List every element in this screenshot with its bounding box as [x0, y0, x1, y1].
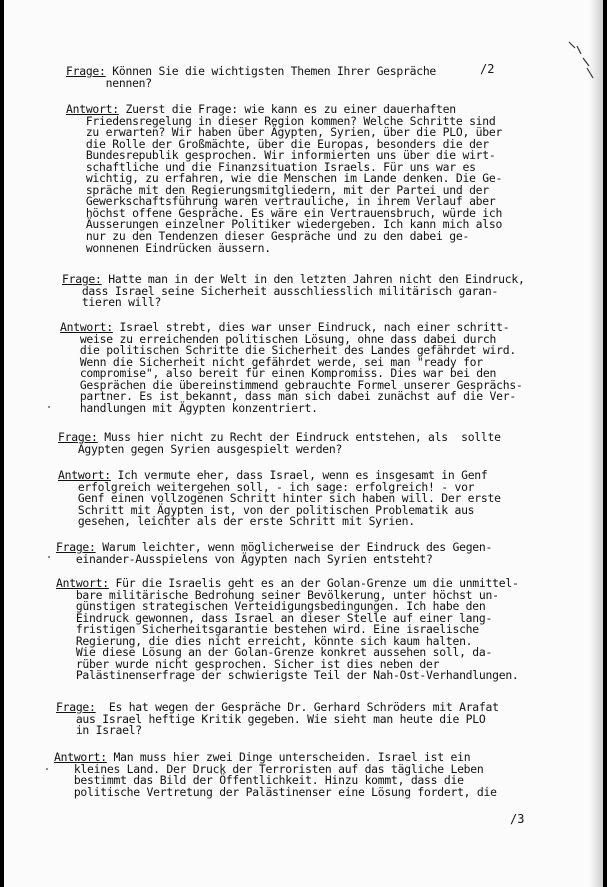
answer-paragraph [54, 752, 497, 798]
text-line: Ägypten gegen Syrien ausgespielt werden? [58, 441, 343, 456]
question-paragraph [56, 702, 499, 737]
page-edge-shadow [589, 0, 603, 887]
text-line: Friedensregelung in dieser Region kommen? Welche Schritte sind [66, 113, 496, 128]
text-line: schaftliche und die Finanzsituation Israels. Für uns war es [66, 159, 476, 174]
text-line: aus Israel heftige Kritik gegeben. Wie sieht man heute die PLO [56, 711, 486, 726]
text-line: Schritt mit Ägypten ist, von der politischen Problematik aus [58, 502, 475, 517]
document-page [4, 0, 603, 887]
speaker-label: Antwort: [66, 102, 119, 116]
speaker-label: Frage: [56, 700, 96, 714]
speaker-label: Antwort: [58, 468, 111, 482]
text-line: Wenn die Sicherheit nicht gefährdet werde, sei man "ready for [60, 354, 483, 369]
text-line: Wie diese Lösung an der Golan-Grenze konkret aussehen soll, da- [56, 645, 493, 660]
text-line: Regierung, die dies nicht erreicht, könnte sich kaum halten. [56, 633, 473, 648]
answer-paragraph [60, 322, 523, 414]
speaker-label: Antwort: [60, 320, 113, 334]
text-line: Ich vermute eher, dass Israel, wenn es insgesamt in Genf [110, 468, 488, 482]
text-line: wonnenen Eindrücken äussern. [66, 240, 271, 255]
text-line: kleines Land. Der Druck der Terroristen auf das tägliche Leben [54, 761, 484, 776]
text-line: handlungen mit Ägypten konzentriert. [60, 400, 318, 415]
text-line: höchst offene Gespräche. Es wäre ein Vertrauensbruch, würde ich [66, 205, 503, 220]
text-line: weise zu erreichenden politischen Lösung, ohne dass dabei durch [60, 331, 497, 346]
text-line: zu erwarten? Wir haben über Ägypten, Syrien, über die PLO, über [66, 125, 503, 140]
text-line: rüber wurde nicht gesprochen. Sicher ist dies neben der [56, 656, 440, 671]
text-line: bare militärische Bedrohung seiner Bevölkerung, unter höchst un- [56, 587, 499, 602]
text-line: Zuerst die Frage: wie kann es zu einer dauerhaften [118, 102, 456, 116]
text-line: fristigen Sicherheitsgarantie bestehen wird. Eine israelische [56, 622, 479, 637]
text-line: Palästinenserfrage der schwierigste Teil der Nah-Ost-Verhandlungen. [56, 668, 519, 683]
answer-paragraph [66, 104, 502, 254]
text-line: spräche mit den Regierungsmitgliedern, mit der Partei und der [66, 182, 489, 197]
page-number-top: /2 [480, 62, 495, 76]
text-line: Gesprächen die übereinstimmend gebrauchte Formel unserer Gesprächs- [60, 377, 523, 392]
text-line: dass Israel seine Sicherheit ausschliesslich militärisch garan- [62, 283, 499, 298]
text-line: die Rolle der Großmächte, über die Europas, besonders die der [66, 136, 489, 151]
question-paragraph [56, 542, 492, 565]
question-paragraph [58, 432, 501, 455]
corner-scan-mark [567, 40, 595, 80]
scan-speck [48, 406, 50, 408]
scan-speck [46, 768, 48, 770]
text-line: tieren will? [62, 295, 162, 310]
text-line: politische Vertretung der Palästinenser eine Lösung fordert, die [54, 784, 497, 799]
speaker-label: Frage: [58, 430, 98, 444]
text-line: compromise", also bereit für einen Kompromiss. Dies war bei den [60, 366, 497, 381]
text-line: Warum leichter, wenn möglicherweise der Eindruck des Gegen- [95, 540, 493, 554]
text-line: erfolgreich weitergehen soll, - ich sage: erfolgreich! - vor [58, 479, 475, 494]
question-paragraph [62, 274, 525, 309]
text-line: wichtig, zu erfahren, wie die Menschen im Lande denken. Die Ge- [66, 171, 503, 186]
text-line: Eindruck gewonnen, dass Israel an dieser Stelle auf einer lang- [56, 610, 493, 625]
text-line: nur zu den Tendenzen dieser Gespräche und zu den dabei ge- [66, 229, 470, 244]
speaker-label: Frage: [62, 272, 102, 286]
text-line: einander-Ausspielens von Ägypten nach Syrien entsteht? [56, 551, 433, 566]
text-line: bestimmt das Bild der Öffentlichkeit. Hinzu kommt, dass die [54, 773, 464, 788]
speaker-label: Frage: [56, 540, 96, 554]
text-line: Gewerkschaftsführung waren vertrauliche, in ihrem Verlauf aber [66, 194, 496, 209]
text-line: nennen? [66, 75, 152, 90]
text-line: Man muss hier zwei Dinge unterscheiden. Israel ist ein [106, 750, 471, 764]
text-line: Äusserungen einzelner Politiker wiedergeben. Ich kann mich also [66, 217, 503, 232]
text-line: Für die Israelis geht es an der Golan-Grenze um die unmittel- [108, 576, 519, 590]
text-line: günstigen strategischen Verteidigungsbedingungen. Ich habe den [56, 599, 486, 614]
text-line: gesehen, leichter als der erste Schritt mit Syrien. [58, 514, 415, 529]
text-line: die politischen Schritte die Sicherheit des Landes gefährdet wird. [60, 343, 516, 358]
speaker-label: Antwort: [56, 576, 109, 590]
text-line: Hatte man in der Welt in den letzten Jahren nicht den Eindruck, [101, 272, 525, 286]
answer-paragraph [58, 470, 501, 528]
text-line: partner. Es ist bekannt, dass man sich dabei zunächst auf die Ver- [60, 389, 516, 404]
question-paragraph [66, 66, 436, 89]
text-line: Israel strebt, dies war unser Eindruck, nach einer schritt- [112, 320, 510, 334]
text-line: Genf einen vollzogenen Schritt hinter sich haben will. Der erste [58, 491, 501, 506]
speaker-label: Frage: [66, 64, 106, 78]
scan-speck [48, 556, 50, 558]
text-line: Bundesrepublik gesprochen. Wir informierten uns über die wirt- [66, 148, 496, 163]
speaker-label: Antwort: [54, 750, 107, 764]
text-line: Können Sie die wichtigsten Themen Ihrer Gespräche [105, 64, 437, 78]
answer-paragraph [56, 578, 519, 682]
text-line: Es hat wegen der Gespräche Dr. Gerhard Schröders mit Arafat [95, 700, 499, 714]
text-line: in Israel? [56, 723, 142, 738]
text-line: Muss hier nicht zu Recht der Eindruck entstehen, als sollte [97, 430, 501, 444]
page-number-bottom: /3 [510, 812, 525, 826]
